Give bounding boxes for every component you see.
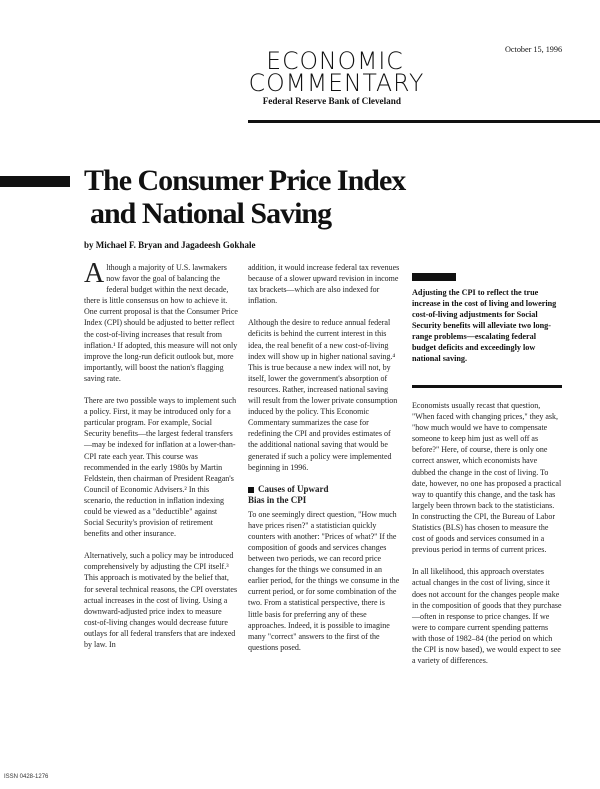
pull-quote-rule (412, 385, 562, 388)
section-heading-line-1: Causes of Upward (258, 483, 329, 494)
drop-cap: A (84, 258, 105, 289)
publisher-name: Federal Reserve Bank of Cleveland (262, 96, 401, 106)
title-line-1: The Consumer Price Index (84, 164, 406, 197)
issn-number: ISSN 0428-1276 (4, 774, 49, 780)
byline: by Michael F. Bryan and Jagadeesh Gokhale (84, 240, 256, 250)
paragraph (84, 258, 239, 384)
square-bullet-icon (248, 487, 254, 493)
paragraph: Although the desire to reduce annual federal deficits is behind the current interest in this idea, the real benefit of a new cost-of-living index will show up in higher national saving.⁴ This is true because a new index will not, by itself, lower the government's absorption of resources. Rather, increased national saving will result from the lower private consumption induced by the policy. This Economic Commentary summarizes the case for redefining the CPI and provides estimates of the additional national saving that would be generated if such a policy were implemented beginning in 1996. (248, 318, 398, 472)
column-1 (84, 258, 239, 661)
paragraph: There are two possible ways to implement such a policy. First, it may be introduced only for a particular program. For example, Social Security benefits—the largest federal transfers—may be indexed for inflation at a lower-than-CPI rate each year. This course was recommended in the early 1980s by Martin Feldstein, then chairman of President Reagan's Council of Economic Advisers.² In this scenario, the reduction in inflation indexing could be viewed as a "deductible" against Social Security's provision of retirement benefits and other insurance. (84, 396, 237, 539)
pull-quote: Adjusting the CPI to reflect the true increase in the cost of living and lowering cost-of-living adjustments for Social Security benefits will alleviate two long-range problems—escalating federal budget deficits and exceedingly low national saving. (412, 288, 557, 363)
section-heading-line-2: Bias in the CPI (248, 494, 307, 505)
column-2 (248, 262, 400, 664)
article-title (84, 164, 524, 230)
paragraph-text: lthough a majority of U.S. lawmakers now favor the goal of balancing the federal budget within the next decade, there is little consensus on how to achieve it. One current proposal is that the Consumer Price Index (CPI) should be adjusted to better reflect the cost-of-living increases that result from inflation.¹ If adopted, this measure will not only improve the long-run deficit outlook but, more importantly, will boost the nation's flagging saving rate. (84, 263, 238, 383)
paragraph: Economists usually recast that question, "When faced with changing prices," they ask, "how much would we have to compensate someone to keep him just as well off as before?" Here, of course, there is only one correct answer, which economists have dubbed the change in the cost of living. To date, however, no one has proposed a practical way to quantify this change, and the task has largely been thrown back to the statisticians. In constructing the CPI, the Bureau of Labor Statistics (BLS) has chosen to measure the cost of goods and services consumed in a previous period in terms of current prices. (412, 401, 562, 555)
issue-date: October 15, 1996 (505, 45, 563, 54)
paragraph: In all likelihood, this approach overstates actual changes in the cost of living, since it does not account for the changes people make in the composition of goods that they purchase—often in response to price changes. If we were to compare current spending patterns with those of 1982–84 (the period on which the CPI is now based), we would expect to see a variety of differences. (412, 567, 562, 666)
section-heading (248, 484, 400, 506)
paragraph: To one seemingly direct question, "How much have prices risen?" a statistician quickly counters with another: "Prices of what?" If the composition of goods and services changes between two periods, we can record price changes for the things we consumed in an earlier period, for the things we consume in the current period, or for some combination of the two. From a statistical perspective, there is little basis for preferring any of these approaches. Indeed, it is possible to imagine many "correct" answers to the first of the questions posed. (248, 509, 400, 652)
masthead (248, 47, 425, 106)
masthead-rule (248, 120, 600, 123)
masthead-economic: ECONOMIC (266, 47, 404, 75)
paragraph: Alternatively, such a policy may be introduced comprehensively by adjusting the CPI itself.³ This approach is motivated by the belief that, for several technical reasons, the CPI overstates actual increases in the cost of living. Using a downward-adjusted price index to measure cost-of-living changes would decrease future outlays for all federal transfers that are indexed by law. In (84, 551, 238, 649)
column-3 (412, 400, 562, 677)
title-line-2: and National Saving (90, 197, 332, 230)
paragraph: addition, it would increase federal tax revenues because of a slower upward revision in income tax brackets—which are also indexed for inflation. (248, 263, 400, 306)
sidebar-accent-bar (412, 273, 456, 281)
title-accent-bar (0, 176, 70, 187)
masthead-commentary: COMMENTARY (248, 69, 425, 97)
